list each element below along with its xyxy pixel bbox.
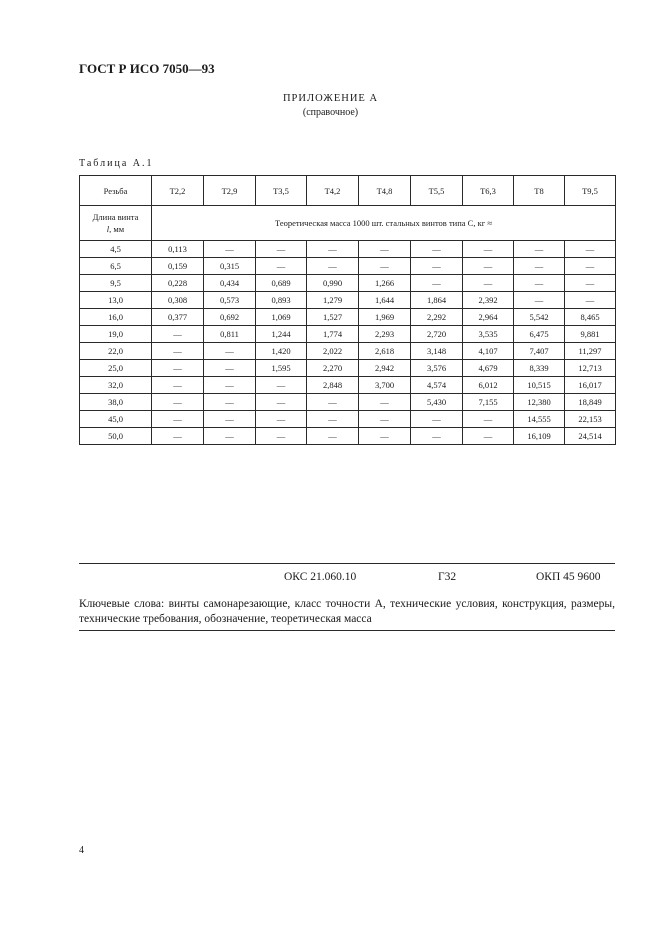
mass-cell: — xyxy=(411,411,463,428)
mass-cell: — xyxy=(565,258,616,275)
mass-cell: 4,574 xyxy=(411,377,463,394)
mass-cell: — xyxy=(256,241,307,258)
mass-cell: 0,573 xyxy=(204,292,256,309)
mass-cell: — xyxy=(204,360,256,377)
mass-cell: 1,266 xyxy=(359,275,411,292)
mass-cell: 2,392 xyxy=(463,292,514,309)
mass-cell: — xyxy=(152,394,204,411)
mass-cell: — xyxy=(307,394,359,411)
mass-cell: 6,012 xyxy=(463,377,514,394)
mass-cell: 1,774 xyxy=(307,326,359,343)
mass-cell: 2,720 xyxy=(411,326,463,343)
mass-cell: — xyxy=(256,377,307,394)
length-cell: 13,0 xyxy=(80,292,152,309)
mass-cell: 1,644 xyxy=(359,292,411,309)
mass-cell: 2,964 xyxy=(463,309,514,326)
mass-cell: 2,270 xyxy=(307,360,359,377)
table-row xyxy=(80,309,616,326)
mass-cell: — xyxy=(204,394,256,411)
mass-cell: 1,864 xyxy=(411,292,463,309)
mass-cell: 1,595 xyxy=(256,360,307,377)
mass-cell: — xyxy=(463,428,514,445)
table-caption: Таблица А.1 xyxy=(79,158,154,169)
mass-cell: 22,153 xyxy=(565,411,616,428)
mass-cell: — xyxy=(256,258,307,275)
mass-cell: 5,542 xyxy=(514,309,565,326)
mass-cell: 3,700 xyxy=(359,377,411,394)
mass-cell: — xyxy=(204,343,256,360)
table-subheader-row xyxy=(80,206,616,241)
length-cell: 38,0 xyxy=(80,394,152,411)
keywords-paragraph: Ключевые слова: винты самонарезающие, класс точности А, технические условия, конструкция, размеры, технические требования, обозначение, теоретическая масса xyxy=(79,598,615,625)
mass-cell: 0,113 xyxy=(152,241,204,258)
mass-cell: — xyxy=(256,394,307,411)
mass-cell: — xyxy=(256,411,307,428)
mass-cell: — xyxy=(411,275,463,292)
mass-cell: 3,148 xyxy=(411,343,463,360)
mass-cell: 0,990 xyxy=(307,275,359,292)
table-row xyxy=(80,360,616,377)
mass-cell: — xyxy=(359,411,411,428)
mass-cell: 1,527 xyxy=(307,309,359,326)
length-cell: 32,0 xyxy=(80,377,152,394)
mass-cell: 0,159 xyxy=(152,258,204,275)
mass-cell: 0,692 xyxy=(204,309,256,326)
mass-cell: 0,434 xyxy=(204,275,256,292)
mass-cell: 5,430 xyxy=(411,394,463,411)
table-header-row xyxy=(80,176,616,206)
thread-header: Т4,2 xyxy=(307,176,359,206)
mass-cell: 3,535 xyxy=(463,326,514,343)
table-row xyxy=(80,275,616,292)
table-row xyxy=(80,377,616,394)
length-label-symbol: l xyxy=(106,224,110,234)
thread-header: Т5,5 xyxy=(411,176,463,206)
mass-cell: — xyxy=(565,275,616,292)
length-cell: 19,0 xyxy=(80,326,152,343)
mass-cell: 8,465 xyxy=(565,309,616,326)
mass-cell: — xyxy=(152,428,204,445)
mass-cell: 1,969 xyxy=(359,309,411,326)
thread-header: Т8 xyxy=(514,176,565,206)
mass-cell: 10,515 xyxy=(514,377,565,394)
mass-cell: — xyxy=(514,258,565,275)
thread-header: Т9,5 xyxy=(565,176,616,206)
thread-header: Т2,2 xyxy=(152,176,204,206)
mass-cell: — xyxy=(411,241,463,258)
mass-cell: — xyxy=(514,292,565,309)
mass-cell: 0,228 xyxy=(152,275,204,292)
mass-cell: — xyxy=(463,411,514,428)
mass-cell: — xyxy=(359,428,411,445)
mass-cell: — xyxy=(359,241,411,258)
mass-cell: 6,475 xyxy=(514,326,565,343)
mass-cell: 3,576 xyxy=(411,360,463,377)
mass-cell: 12,713 xyxy=(565,360,616,377)
table-row xyxy=(80,411,616,428)
thread-header: Т2,9 xyxy=(204,176,256,206)
table-row xyxy=(80,241,616,258)
length-label-unit: , мм xyxy=(109,224,125,234)
mass-table xyxy=(79,175,616,445)
mass-cell: 0,893 xyxy=(256,292,307,309)
mass-cell: 16,109 xyxy=(514,428,565,445)
footer-rule-top xyxy=(79,563,615,564)
table-row xyxy=(80,428,616,445)
length-cell: 25,0 xyxy=(80,360,152,377)
mass-cell: — xyxy=(204,377,256,394)
mass-cell: — xyxy=(204,241,256,258)
mass-cell: 0,315 xyxy=(204,258,256,275)
table-row xyxy=(80,326,616,343)
mass-cell: 24,514 xyxy=(565,428,616,445)
mass-cell: — xyxy=(565,241,616,258)
thread-label-cell: Резьба xyxy=(80,176,152,206)
length-label-line1: Длина винта xyxy=(92,212,139,222)
length-cell: 45,0 xyxy=(80,411,152,428)
mass-cell: — xyxy=(152,377,204,394)
annex-subtitle: (справочное) xyxy=(302,107,359,118)
table-row xyxy=(80,394,616,411)
mass-cell: — xyxy=(359,258,411,275)
mass-cell: 4,679 xyxy=(463,360,514,377)
mass-cell: 12,380 xyxy=(514,394,565,411)
length-cell: 6,5 xyxy=(80,258,152,275)
mass-cell: 0,811 xyxy=(204,326,256,343)
mass-cell: 2,022 xyxy=(307,343,359,360)
mass-cell: — xyxy=(152,411,204,428)
mass-cell: 16,017 xyxy=(565,377,616,394)
mass-cell: — xyxy=(565,292,616,309)
mass-cell: — xyxy=(411,258,463,275)
table-row xyxy=(80,258,616,275)
mass-cell: 7,155 xyxy=(463,394,514,411)
mass-cell: — xyxy=(307,411,359,428)
mass-cell: — xyxy=(463,258,514,275)
mass-cell: 2,292 xyxy=(411,309,463,326)
mass-cell: — xyxy=(307,258,359,275)
footer-rule-bottom xyxy=(79,630,615,631)
mass-cell: 11,297 xyxy=(565,343,616,360)
thread-header: Т3,5 xyxy=(256,176,307,206)
mass-cell: 1,279 xyxy=(307,292,359,309)
thread-header: Т6,3 xyxy=(463,176,514,206)
mass-cell: — xyxy=(204,411,256,428)
group-code: Г32 xyxy=(438,571,457,583)
mass-cell: — xyxy=(256,428,307,445)
mass-cell: 2,618 xyxy=(359,343,411,360)
mass-cell: — xyxy=(152,360,204,377)
mass-cell: — xyxy=(463,241,514,258)
mass-cell: 7,407 xyxy=(514,343,565,360)
mass-cell: — xyxy=(411,428,463,445)
mass-cell: 0,308 xyxy=(152,292,204,309)
mass-cell: — xyxy=(152,343,204,360)
mass-cell: — xyxy=(204,428,256,445)
mass-cell: — xyxy=(307,428,359,445)
mass-cell: — xyxy=(152,326,204,343)
mass-cell: — xyxy=(514,241,565,258)
length-cell: 16,0 xyxy=(80,309,152,326)
length-cell: 4,5 xyxy=(80,241,152,258)
mass-label-cell: Теоретическая масса 1000 шт. стальных винтов типа С, кг ≈ xyxy=(152,206,616,241)
mass-cell: — xyxy=(307,241,359,258)
table-row xyxy=(80,292,616,309)
mass-cell: 2,942 xyxy=(359,360,411,377)
mass-cell: 9,881 xyxy=(565,326,616,343)
mass-cell: 1,244 xyxy=(256,326,307,343)
mass-cell: 18,849 xyxy=(565,394,616,411)
annex-title: ПРИЛОЖЕНИЕ А xyxy=(282,93,379,104)
mass-cell: 1,069 xyxy=(256,309,307,326)
mass-cell: 0,689 xyxy=(256,275,307,292)
mass-cell: — xyxy=(359,394,411,411)
mass-cell: 2,848 xyxy=(307,377,359,394)
mass-cell: 0,377 xyxy=(152,309,204,326)
mass-cell: — xyxy=(514,275,565,292)
mass-cell: 14,555 xyxy=(514,411,565,428)
page-number: 4 xyxy=(79,845,84,856)
oks-code: ОКС 21.060.10 xyxy=(284,571,357,583)
thread-header: Т4,8 xyxy=(359,176,411,206)
mass-cell: 2,293 xyxy=(359,326,411,343)
length-cell: 9,5 xyxy=(80,275,152,292)
document-header: ГОСТ Р ИСО 7050—93 xyxy=(79,61,215,76)
mass-cell: — xyxy=(463,275,514,292)
okp-code: ОКП 45 9600 xyxy=(536,571,601,583)
mass-cell: 8,339 xyxy=(514,360,565,377)
length-label-cell xyxy=(80,206,152,241)
length-cell: 22,0 xyxy=(80,343,152,360)
length-cell: 50,0 xyxy=(80,428,152,445)
mass-cell: 4,107 xyxy=(463,343,514,360)
mass-cell: 1,420 xyxy=(256,343,307,360)
table-row xyxy=(80,343,616,360)
